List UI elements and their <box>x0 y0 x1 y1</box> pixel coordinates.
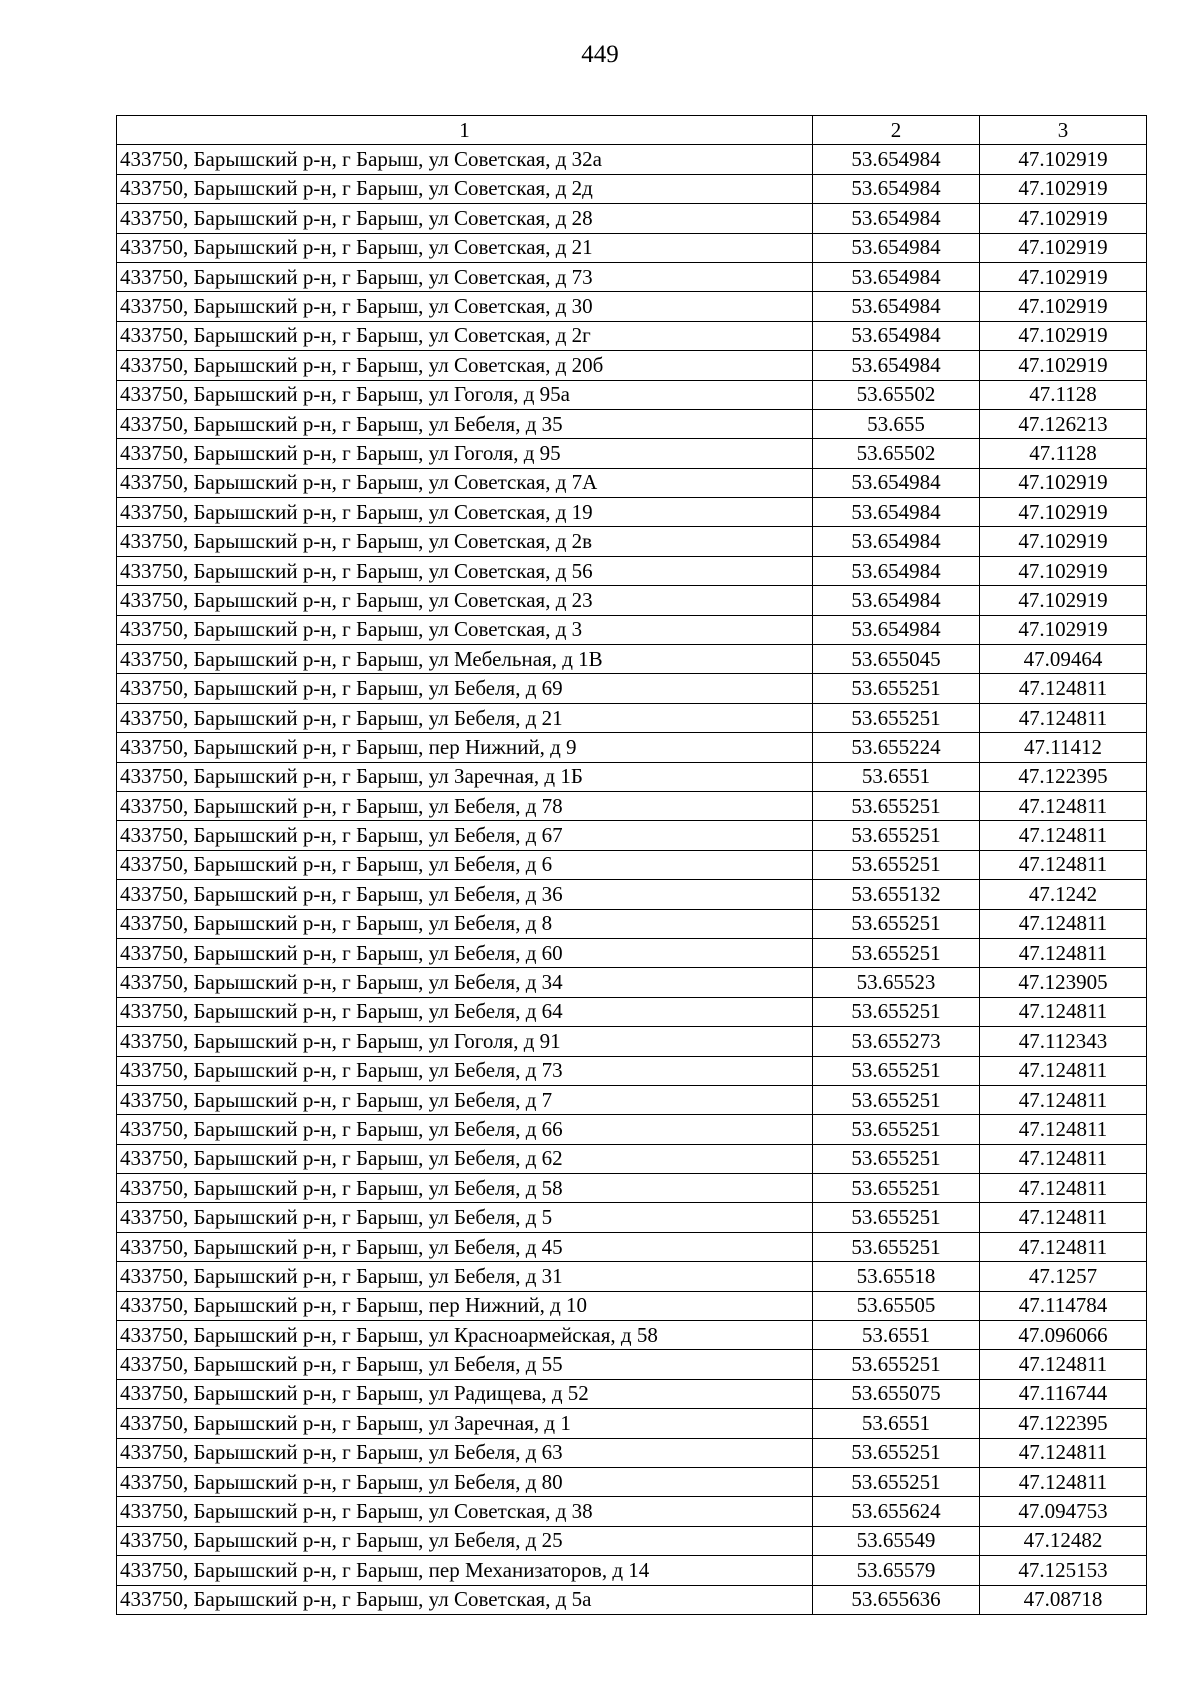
address-cell: 433750, Барышский р-н, г Барыш, ул Бебеля, д 36 <box>117 880 813 909</box>
address-cell: 433750, Барышский р-н, г Барыш, пер Нижний, д 10 <box>117 1291 813 1320</box>
address-cell: 433750, Барышский р-н, г Барыш, ул Бебеля, д 35 <box>117 409 813 438</box>
table-row <box>117 351 1147 380</box>
longitude-cell: 47.102919 <box>980 498 1147 527</box>
longitude-cell: 47.102919 <box>980 174 1147 203</box>
longitude-cell: 47.094753 <box>980 1497 1147 1526</box>
longitude-cell: 47.124811 <box>980 1203 1147 1232</box>
longitude-cell: 47.122395 <box>980 762 1147 791</box>
table-row <box>117 439 1147 468</box>
longitude-cell: 47.124811 <box>980 850 1147 879</box>
longitude-cell: 47.102919 <box>980 586 1147 615</box>
table-row <box>117 1379 1147 1408</box>
table-row <box>117 674 1147 703</box>
longitude-cell: 47.12482 <box>980 1526 1147 1555</box>
table-row <box>117 703 1147 732</box>
longitude-cell: 47.102919 <box>980 321 1147 350</box>
address-cell: 433750, Барышский р-н, г Барыш, ул Бебеля, д 7 <box>117 1085 813 1114</box>
latitude-cell: 53.655251 <box>813 850 980 879</box>
address-cell: 433750, Барышский р-н, г Барыш, ул Бебеля, д 62 <box>117 1144 813 1173</box>
table-row <box>117 1291 1147 1320</box>
table-row <box>117 1321 1147 1350</box>
address-cell: 433750, Барышский р-н, г Барыш, ул Красноармейская, д 58 <box>117 1321 813 1350</box>
latitude-cell: 53.654984 <box>813 233 980 262</box>
longitude-cell: 47.124811 <box>980 1085 1147 1114</box>
address-cell: 433750, Барышский р-н, г Барыш, ул Советская, д 56 <box>117 556 813 585</box>
latitude-cell: 53.65518 <box>813 1262 980 1291</box>
address-cell: 433750, Барышский р-н, г Барыш, ул Бебеля, д 78 <box>117 791 813 820</box>
table-row <box>117 1115 1147 1144</box>
latitude-cell: 53.655251 <box>813 1174 980 1203</box>
latitude-cell: 53.654984 <box>813 292 980 321</box>
address-cell: 433750, Барышский р-н, г Барыш, ул Советская, д 2г <box>117 321 813 350</box>
longitude-cell: 47.123905 <box>980 968 1147 997</box>
latitude-cell: 53.655251 <box>813 674 980 703</box>
latitude-cell: 53.655251 <box>813 1350 980 1379</box>
address-cell: 433750, Барышский р-н, г Барыш, ул Бебеля, д 6 <box>117 850 813 879</box>
longitude-cell: 47.124811 <box>980 674 1147 703</box>
latitude-cell: 53.654984 <box>813 204 980 233</box>
longitude-cell: 47.1128 <box>980 380 1147 409</box>
table-row <box>117 1438 1147 1467</box>
latitude-cell: 53.655251 <box>813 1438 980 1467</box>
latitude-cell: 53.655251 <box>813 791 980 820</box>
longitude-cell: 47.124811 <box>980 703 1147 732</box>
longitude-cell: 47.102919 <box>980 262 1147 291</box>
address-cell: 433750, Барышский р-н, г Барыш, пер Механизаторов, д 14 <box>117 1556 813 1585</box>
address-cell: 433750, Барышский р-н, г Барыш, ул Советская, д 21 <box>117 233 813 262</box>
address-cell: 433750, Барышский р-н, г Барыш, пер Нижний, д 9 <box>117 733 813 762</box>
address-cell: 433750, Барышский р-н, г Барыш, ул Советская, д 23 <box>117 586 813 615</box>
address-cell: 433750, Барышский р-н, г Барыш, ул Советская, д 5а <box>117 1585 813 1614</box>
address-cell: 433750, Барышский р-н, г Барыш, ул Советская, д 7А <box>117 468 813 497</box>
longitude-cell: 47.124811 <box>980 1174 1147 1203</box>
latitude-cell: 53.654984 <box>813 351 980 380</box>
longitude-cell: 47.11412 <box>980 733 1147 762</box>
address-cell: 433750, Барышский р-н, г Барыш, ул Гоголя, д 91 <box>117 1027 813 1056</box>
table-row <box>117 556 1147 585</box>
latitude-cell: 53.655132 <box>813 880 980 909</box>
longitude-cell: 47.1257 <box>980 1262 1147 1291</box>
address-coordinates-table <box>116 115 1147 1615</box>
latitude-cell: 53.6551 <box>813 1321 980 1350</box>
table-row <box>117 645 1147 674</box>
table-row <box>117 262 1147 291</box>
address-cell: 433750, Барышский р-н, г Барыш, ул Бебеля, д 45 <box>117 1232 813 1261</box>
table-row <box>117 1085 1147 1114</box>
address-cell: 433750, Барышский р-н, г Барыш, ул Советская, д 73 <box>117 262 813 291</box>
address-cell: 433750, Барышский р-н, г Барыш, ул Советская, д 3 <box>117 615 813 644</box>
latitude-cell: 53.6551 <box>813 1409 980 1438</box>
table-body <box>117 145 1147 1615</box>
longitude-cell: 47.124811 <box>980 1056 1147 1085</box>
longitude-cell: 47.102919 <box>980 145 1147 174</box>
latitude-cell: 53.655224 <box>813 733 980 762</box>
longitude-cell: 47.124811 <box>980 938 1147 967</box>
table-row <box>117 880 1147 909</box>
table-row <box>117 1350 1147 1379</box>
latitude-cell: 53.655251 <box>813 703 980 732</box>
longitude-cell: 47.124811 <box>980 821 1147 850</box>
latitude-cell: 53.655251 <box>813 1467 980 1496</box>
address-cell: 433750, Барышский р-н, г Барыш, ул Радищева, д 52 <box>117 1379 813 1408</box>
latitude-cell: 53.654984 <box>813 527 980 556</box>
longitude-cell: 47.124811 <box>980 1438 1147 1467</box>
longitude-cell: 47.116744 <box>980 1379 1147 1408</box>
longitude-cell: 47.125153 <box>980 1556 1147 1585</box>
address-cell: 433750, Барышский р-н, г Барыш, ул Бебеля, д 34 <box>117 968 813 997</box>
table-row <box>117 233 1147 262</box>
address-cell: 433750, Барышский р-н, г Барыш, ул Бебеля, д 8 <box>117 909 813 938</box>
longitude-cell: 47.09464 <box>980 645 1147 674</box>
column-header-3: 3 <box>980 116 1147 145</box>
longitude-cell: 47.102919 <box>980 351 1147 380</box>
table-row <box>117 733 1147 762</box>
table-row <box>117 821 1147 850</box>
address-cell: 433750, Барышский р-н, г Барыш, ул Бебеля, д 58 <box>117 1174 813 1203</box>
longitude-cell: 47.102919 <box>980 204 1147 233</box>
longitude-cell: 47.102919 <box>980 615 1147 644</box>
latitude-cell: 53.654984 <box>813 174 980 203</box>
longitude-cell: 47.102919 <box>980 233 1147 262</box>
latitude-cell: 53.65502 <box>813 439 980 468</box>
longitude-cell: 47.124811 <box>980 997 1147 1026</box>
longitude-cell: 47.102919 <box>980 468 1147 497</box>
table-row <box>117 1526 1147 1555</box>
longitude-cell: 47.114784 <box>980 1291 1147 1320</box>
longitude-cell: 47.1242 <box>980 880 1147 909</box>
latitude-cell: 53.65523 <box>813 968 980 997</box>
table-row <box>117 1585 1147 1614</box>
table-row <box>117 1467 1147 1496</box>
latitude-cell: 53.654984 <box>813 145 980 174</box>
longitude-cell: 47.096066 <box>980 1321 1147 1350</box>
address-cell: 433750, Барышский р-н, г Барыш, ул Бебеля, д 67 <box>117 821 813 850</box>
address-cell: 433750, Барышский р-н, г Барыш, ул Бебеля, д 80 <box>117 1467 813 1496</box>
latitude-cell: 53.655251 <box>813 1056 980 1085</box>
latitude-cell: 53.655251 <box>813 997 980 1026</box>
page-number: 449 <box>581 41 619 68</box>
address-cell: 433750, Барышский р-н, г Барыш, ул Бебеля, д 5 <box>117 1203 813 1232</box>
table-row <box>117 145 1147 174</box>
address-cell: 433750, Барышский р-н, г Барыш, ул Бебеля, д 60 <box>117 938 813 967</box>
latitude-cell: 53.655251 <box>813 1144 980 1173</box>
longitude-cell: 47.1128 <box>980 439 1147 468</box>
longitude-cell: 47.122395 <box>980 1409 1147 1438</box>
table-row <box>117 1409 1147 1438</box>
table-row <box>117 1497 1147 1526</box>
table-row <box>117 850 1147 879</box>
longitude-cell: 47.102919 <box>980 556 1147 585</box>
address-cell: 433750, Барышский р-н, г Барыш, ул Советская, д 28 <box>117 204 813 233</box>
latitude-cell: 53.654984 <box>813 321 980 350</box>
table-row <box>117 174 1147 203</box>
latitude-cell: 53.655251 <box>813 1232 980 1261</box>
column-header-2: 2 <box>813 116 980 145</box>
table-row <box>117 1262 1147 1291</box>
longitude-cell: 47.124811 <box>980 1232 1147 1261</box>
table-row <box>117 1144 1147 1173</box>
table-row <box>117 762 1147 791</box>
address-cell: 433750, Барышский р-н, г Барыш, ул Бебеля, д 64 <box>117 997 813 1026</box>
table-row <box>117 527 1147 556</box>
latitude-cell: 53.654984 <box>813 615 980 644</box>
table-row <box>117 1203 1147 1232</box>
table-row <box>117 1232 1147 1261</box>
address-cell: 433750, Барышский р-н, г Барыш, ул Заречная, д 1 <box>117 1409 813 1438</box>
latitude-cell: 53.654984 <box>813 498 980 527</box>
latitude-cell: 53.655251 <box>813 1203 980 1232</box>
longitude-cell: 47.102919 <box>980 292 1147 321</box>
address-cell: 433750, Барышский р-н, г Барыш, ул Бебеля, д 31 <box>117 1262 813 1291</box>
address-cell: 433750, Барышский р-н, г Барыш, ул Советская, д 2д <box>117 174 813 203</box>
table-row <box>117 938 1147 967</box>
address-cell: 433750, Барышский р-н, г Барыш, ул Советская, д 20б <box>117 351 813 380</box>
latitude-cell: 53.65549 <box>813 1526 980 1555</box>
latitude-cell: 53.655045 <box>813 645 980 674</box>
latitude-cell: 53.655273 <box>813 1027 980 1056</box>
latitude-cell: 53.65502 <box>813 380 980 409</box>
longitude-cell: 47.124811 <box>980 1144 1147 1173</box>
table-row <box>117 468 1147 497</box>
latitude-cell: 53.65505 <box>813 1291 980 1320</box>
address-cell: 433750, Барышский р-н, г Барыш, ул Мебельная, д 1В <box>117 645 813 674</box>
table-row <box>117 1027 1147 1056</box>
latitude-cell: 53.6551 <box>813 762 980 791</box>
table-row <box>117 321 1147 350</box>
latitude-cell: 53.654984 <box>813 468 980 497</box>
latitude-cell: 53.655251 <box>813 1115 980 1144</box>
longitude-cell: 47.102919 <box>980 527 1147 556</box>
latitude-cell: 53.655075 <box>813 1379 980 1408</box>
table-row <box>117 204 1147 233</box>
address-cell: 433750, Барышский р-н, г Барыш, ул Бебеля, д 69 <box>117 674 813 703</box>
longitude-cell: 47.124811 <box>980 1115 1147 1144</box>
latitude-cell: 53.655251 <box>813 1085 980 1114</box>
latitude-cell: 53.65579 <box>813 1556 980 1585</box>
address-cell: 433750, Барышский р-н, г Барыш, ул Советская, д 19 <box>117 498 813 527</box>
latitude-cell: 53.655251 <box>813 821 980 850</box>
table-row <box>117 586 1147 615</box>
latitude-cell: 53.655251 <box>813 909 980 938</box>
latitude-cell: 53.655251 <box>813 938 980 967</box>
table-header-row <box>117 116 1147 145</box>
address-cell: 433750, Барышский р-н, г Барыш, ул Бебеля, д 21 <box>117 703 813 732</box>
address-cell: 433750, Барышский р-н, г Барыш, ул Гоголя, д 95а <box>117 380 813 409</box>
longitude-cell: 47.124811 <box>980 909 1147 938</box>
table-row <box>117 791 1147 820</box>
longitude-cell: 47.124811 <box>980 791 1147 820</box>
table-row <box>117 498 1147 527</box>
address-cell: 433750, Барышский р-н, г Барыш, ул Бебеля, д 66 <box>117 1115 813 1144</box>
address-cell: 433750, Барышский р-н, г Барыш, ул Заречная, д 1Б <box>117 762 813 791</box>
table-row <box>117 409 1147 438</box>
longitude-cell: 47.124811 <box>980 1350 1147 1379</box>
table-row <box>117 1556 1147 1585</box>
column-header-1: 1 <box>117 116 813 145</box>
table-row <box>117 1056 1147 1085</box>
address-cell: 433750, Барышский р-н, г Барыш, ул Бебеля, д 55 <box>117 1350 813 1379</box>
latitude-cell: 53.654984 <box>813 586 980 615</box>
table-row <box>117 1174 1147 1203</box>
latitude-cell: 53.655 <box>813 409 980 438</box>
longitude-cell: 47.126213 <box>980 409 1147 438</box>
address-cell: 433750, Барышский р-н, г Барыш, ул Советская, д 38 <box>117 1497 813 1526</box>
address-cell: 433750, Барышский р-н, г Барыш, ул Гоголя, д 95 <box>117 439 813 468</box>
latitude-cell: 53.655636 <box>813 1585 980 1614</box>
address-cell: 433750, Барышский р-н, г Барыш, ул Советская, д 2в <box>117 527 813 556</box>
table-row <box>117 615 1147 644</box>
table-row <box>117 909 1147 938</box>
address-cell: 433750, Барышский р-н, г Барыш, ул Бебеля, д 73 <box>117 1056 813 1085</box>
table-row <box>117 968 1147 997</box>
longitude-cell: 47.112343 <box>980 1027 1147 1056</box>
table-row <box>117 997 1147 1026</box>
latitude-cell: 53.654984 <box>813 262 980 291</box>
address-cell: 433750, Барышский р-н, г Барыш, ул Советская, д 32а <box>117 145 813 174</box>
table-row <box>117 380 1147 409</box>
longitude-cell: 47.124811 <box>980 1467 1147 1496</box>
address-cell: 433750, Барышский р-н, г Барыш, ул Бебеля, д 25 <box>117 1526 813 1555</box>
address-cell: 433750, Барышский р-н, г Барыш, ул Бебеля, д 63 <box>117 1438 813 1467</box>
table-row <box>117 292 1147 321</box>
longitude-cell: 47.08718 <box>980 1585 1147 1614</box>
latitude-cell: 53.655624 <box>813 1497 980 1526</box>
address-cell: 433750, Барышский р-н, г Барыш, ул Советская, д 30 <box>117 292 813 321</box>
latitude-cell: 53.654984 <box>813 556 980 585</box>
